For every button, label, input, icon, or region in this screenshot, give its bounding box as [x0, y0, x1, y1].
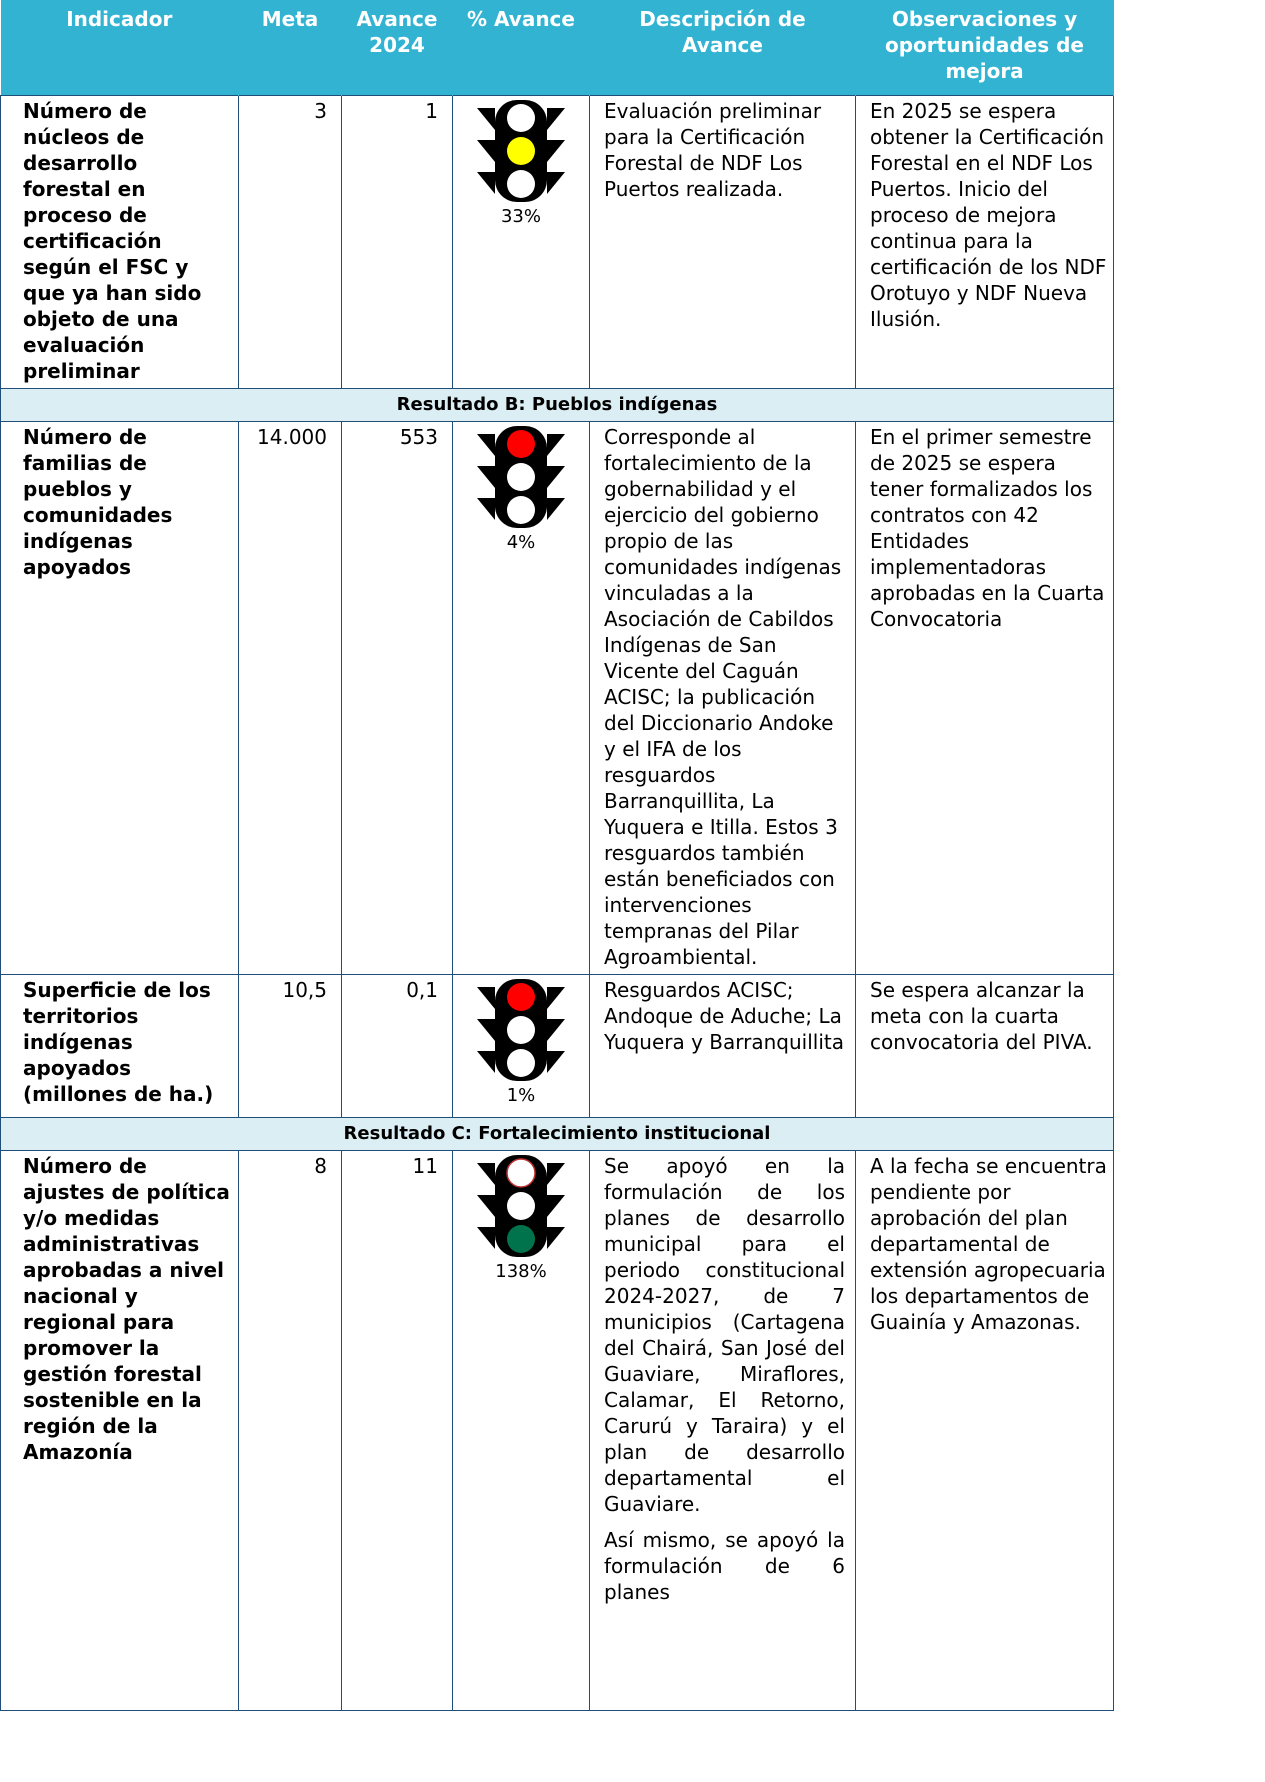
table-row	[1, 1150, 1114, 1710]
section-row	[1, 388, 1114, 421]
observaciones-cell: En el primer semestre de 2025 se espera tener formalizados los contratos con 42 Entidades implementadoras aprobadas en la Cuarta Convocatoria	[856, 421, 1114, 974]
indicador-cell: Número de familias de pueblos y comunidades indígenas apoyados	[1, 421, 239, 974]
table-row	[1, 95, 1114, 388]
avance-cell: 1	[342, 95, 453, 388]
observaciones-cell: Se espera alcanzar la meta con la cuarta convocatoria del PIVA.	[856, 974, 1114, 1117]
header-avance-2024: Avance 2024	[342, 0, 453, 95]
traffic-light-svg	[473, 1151, 569, 1261]
descripcion-cell: Evaluación preliminar para la Certificación Forestal de NDF Los Puertos realizada.	[590, 95, 856, 388]
observaciones-cell: En 2025 se espera obtener la Certificación Forestal en el NDF Los Puertos. Inicio del proceso de mejora continua para la certificación de los NDF Orotuyo y NDF Nueva Ilusión.	[856, 95, 1114, 388]
table-row	[1, 421, 1114, 974]
pct-avance: 4%	[506, 531, 536, 553]
avance-cell: 553	[342, 421, 453, 974]
meta-cell: 10,5	[239, 974, 342, 1117]
indicador-cell: Número de ajustes de política y/o medidas administrativas aprobadas a nivel nacional y regional para promover la gestión forestal sostenible en la región de la Amazonía	[1, 1150, 239, 1710]
section-title: Resultado B: Pueblos indígenas	[1, 388, 1114, 421]
header-pct-avance: % Avance	[453, 0, 590, 95]
indicador-cell: Número de núcleos de desarrollo forestal en proceso de certificación según el FSC y que ya han sido objeto de una evaluación preliminar	[1, 95, 239, 388]
header-row	[1, 0, 1114, 95]
traffic-light-cell	[453, 421, 590, 974]
traffic-light-icon	[453, 975, 589, 1085]
traffic-light-cell	[453, 974, 590, 1117]
meta-cell: 14.000	[239, 421, 342, 974]
traffic-light-cell	[453, 95, 590, 388]
pct-avance: 1%	[506, 1084, 536, 1106]
descripcion-paragraph: Se apoyó en la formulación de los planes de desarrollo municipal para el periodo constitucional 2024-2027, de 7 municipios (Cartagena del Chairá, San José del Guaviare, Miraflores, Calamar, El Retorno, Carurú y Taraira) y el plan de desarrollo departamental el Guaviare.	[604, 1153, 845, 1516]
avance-cell: 11	[342, 1150, 453, 1710]
header-observaciones: Observaciones y oportunidades de mejora	[856, 0, 1114, 95]
descripcion-paragraph-2: Así mismo, se apoyó la formulación de 6 planes	[604, 1527, 845, 1604]
traffic-light-svg	[473, 975, 569, 1085]
descripcion-cell: Resguardos ACISC; Andoque de Aduche; La Yuquera y Barranquillita	[590, 974, 856, 1117]
descripcion-cell	[590, 1150, 856, 1710]
meta-cell: 3	[239, 95, 342, 388]
header-indicador: Indicador	[1, 0, 239, 95]
table-row	[1, 974, 1114, 1117]
traffic-light-cell	[453, 1150, 590, 1710]
pct-avance: 33%	[500, 205, 541, 227]
header-descripcion: Descripción de Avance	[590, 0, 856, 95]
meta-cell: 8	[239, 1150, 342, 1710]
indicador-cell: Superficie de los territorios indígenas apoyados (millones de ha.)	[1, 974, 239, 1117]
section-row	[1, 1117, 1114, 1150]
section-title: Resultado C: Fortalecimiento institucional	[1, 1117, 1114, 1150]
traffic-light-svg	[473, 422, 569, 532]
observaciones-cell: A la fecha se encuentra pendiente por aprobación del plan departamental de extensión agropecuaria los departamentos de Guainía y Amazonas.	[856, 1150, 1114, 1710]
traffic-light-icon	[453, 1151, 589, 1261]
traffic-light-icon	[453, 422, 589, 532]
traffic-light-icon	[453, 96, 589, 206]
descripcion-cell: Corresponde al fortalecimiento de la gobernabilidad y el ejercicio del gobierno propio de las comunidades indígenas vinculadas a la Asociación de Cabildos Indígenas de San Vicente del Caguán ACISC; la publicación del Diccionario Andoke y el IFA de los resguardos Barranquillita, La Yuquera e Itilla. Estos 3 resguardos también están beneficiados con intervenciones tempranas del Pilar Agroambiental.	[590, 421, 856, 974]
traffic-light-svg	[473, 96, 569, 206]
pct-avance: 138%	[495, 1260, 547, 1282]
header-meta: Meta	[239, 0, 342, 95]
avance-cell: 0,1	[342, 974, 453, 1117]
